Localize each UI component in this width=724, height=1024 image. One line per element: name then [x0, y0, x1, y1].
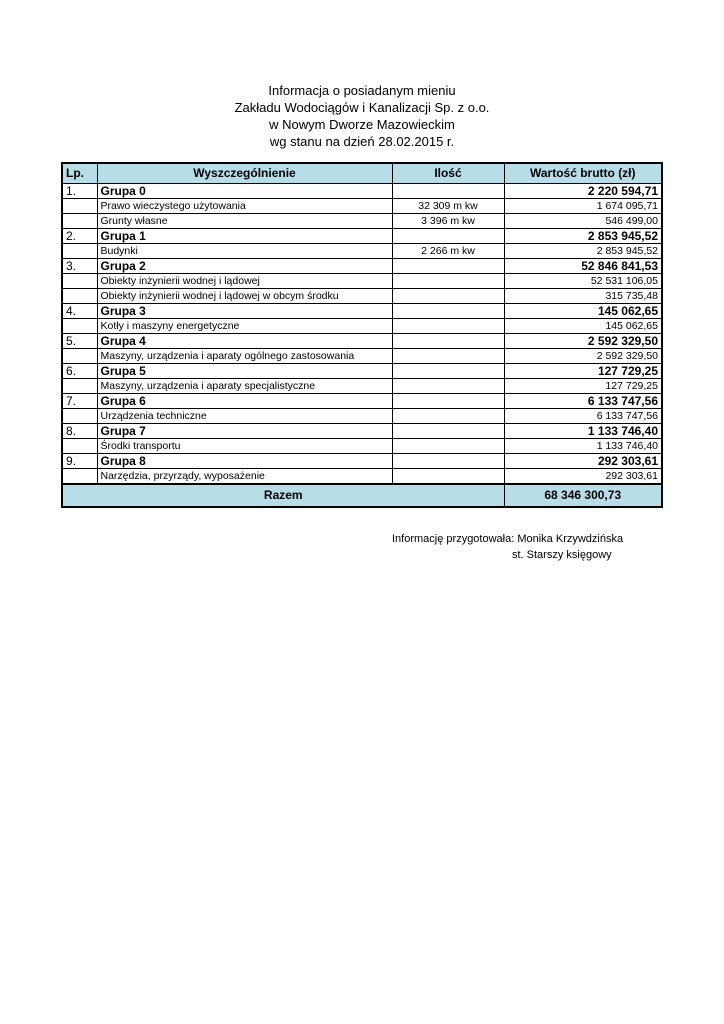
preparer-role: st. Starszy księgowy: [512, 549, 612, 561]
row-qty: 2 266 m kw: [392, 244, 504, 259]
row-qty: [392, 379, 504, 394]
row-value: 145 062,65: [504, 319, 662, 334]
row-value: 2 592 329,50: [504, 349, 662, 364]
row-name: Grupa 6: [97, 394, 392, 409]
row-qty: [392, 184, 504, 199]
row-value: 145 062,65: [504, 304, 662, 319]
row-lp: [62, 439, 97, 454]
row-name: Narzędzia, przyrządy, wyposażenie: [97, 469, 392, 485]
row-lp: 7.: [62, 394, 97, 409]
row-lp: [62, 319, 97, 334]
row-name: Grupa 5: [97, 364, 392, 379]
row-value: 315 735,48: [504, 289, 662, 304]
total-row: [62, 484, 662, 507]
table-row: [62, 319, 662, 334]
row-lp: [62, 379, 97, 394]
row-name: Budynki: [97, 244, 392, 259]
row-value: 6 133 747,56: [504, 394, 662, 409]
group-row: [62, 364, 662, 379]
row-value: 6 133 747,56: [504, 409, 662, 424]
prepared-by: Informację przygotowała: Monika Krzywdzińska: [392, 533, 624, 545]
group-row: [62, 334, 662, 349]
row-name: Maszyny, urządzenia i aparaty ogólnego zastosowania: [97, 349, 392, 364]
row-lp: 4.: [62, 304, 97, 319]
row-name: Kotły i maszyny energetyczne: [97, 319, 392, 334]
row-qty: [392, 454, 504, 469]
row-qty: [392, 469, 504, 485]
row-qty: [392, 424, 504, 439]
row-name: Prawo wieczystego użytowania: [97, 199, 392, 214]
row-lp: [62, 214, 97, 229]
row-value: 52 531 106,05: [504, 274, 662, 289]
row-name: Środki transportu: [97, 439, 392, 454]
row-name: Obiekty inżynierii wodnej i lądowej w obcym środku: [97, 289, 392, 304]
row-value: 1 133 746,40: [504, 439, 662, 454]
row-lp: [62, 469, 97, 485]
row-value: 127 729,25: [504, 364, 662, 379]
row-value: 292 303,61: [504, 469, 662, 485]
table-row: [62, 409, 662, 424]
table-row: [62, 469, 662, 485]
row-lp: 1.: [62, 184, 97, 199]
table-row: [62, 349, 662, 364]
row-name: Grupa 2: [97, 259, 392, 274]
row-lp: 8.: [62, 424, 97, 439]
row-qty: [392, 259, 504, 274]
row-qty: 32 309 m kw: [392, 199, 504, 214]
row-name: Grupa 1: [97, 229, 392, 244]
total-value: 68 346 300,73: [504, 484, 662, 507]
row-name: Grupa 4: [97, 334, 392, 349]
total-label: Razem: [62, 484, 504, 507]
title-line-4: wg stanu na dzień 28.02.2015 r.: [269, 134, 455, 149]
row-value: 2 592 329,50: [504, 334, 662, 349]
row-qty: [392, 349, 504, 364]
row-name: Obiekty inżynierii wodnej i lądowej: [97, 274, 392, 289]
row-qty: [392, 394, 504, 409]
row-lp: [62, 349, 97, 364]
row-lp: [62, 409, 97, 424]
header-value: Wartość brutto (zł): [504, 163, 662, 184]
row-lp: 5.: [62, 334, 97, 349]
row-name: Urządzenia techniczne: [97, 409, 392, 424]
row-value: 546 499,00: [504, 214, 662, 229]
document-title: [0, 82, 724, 150]
row-value: 127 729,25: [504, 379, 662, 394]
group-row: [62, 454, 662, 469]
row-name: Grupa 7: [97, 424, 392, 439]
table-row: [62, 199, 662, 214]
row-lp: [62, 289, 97, 304]
row-qty: [392, 319, 504, 334]
row-qty: [392, 409, 504, 424]
row-value: 2 853 945,52: [504, 229, 662, 244]
row-value: 1 674 095,71: [504, 199, 662, 214]
table-row: [62, 244, 662, 259]
title-line-1: Informacja o posiadanym mieniu: [268, 83, 456, 98]
group-row: [62, 229, 662, 244]
assets-table: [61, 162, 663, 508]
row-lp: [62, 199, 97, 214]
row-qty: [392, 364, 504, 379]
header-name: Wyszczególnienie: [97, 163, 392, 184]
row-value: 2 220 594,71: [504, 184, 662, 199]
table-row: [62, 379, 662, 394]
row-value: 292 303,61: [504, 454, 662, 469]
row-qty: [392, 289, 504, 304]
row-lp: 2.: [62, 229, 97, 244]
row-qty: 3 396 m kw: [392, 214, 504, 229]
row-value: 2 853 945,52: [504, 244, 662, 259]
header-qty: Ilość: [392, 163, 504, 184]
row-lp: 9.: [62, 454, 97, 469]
table-body: [62, 184, 662, 485]
table-header-row: [62, 163, 662, 184]
table-row: [62, 274, 662, 289]
row-value: 52 846 841,53: [504, 259, 662, 274]
table-row: [62, 289, 662, 304]
header-lp: Lp.: [62, 163, 97, 184]
row-name: Grupa 8: [97, 454, 392, 469]
row-name: Grupa 0: [97, 184, 392, 199]
group-row: [62, 259, 662, 274]
row-qty: [392, 229, 504, 244]
row-qty: [392, 274, 504, 289]
row-name: Maszyny, urządzenia i aparaty specjalistyczne: [97, 379, 392, 394]
row-qty: [392, 334, 504, 349]
group-row: [62, 424, 662, 439]
row-value: 1 133 746,40: [504, 424, 662, 439]
table-row: [62, 439, 662, 454]
row-lp: 3.: [62, 259, 97, 274]
row-qty: [392, 439, 504, 454]
row-name: Grupa 3: [97, 304, 392, 319]
group-row: [62, 184, 662, 199]
row-lp: [62, 274, 97, 289]
row-lp: 6.: [62, 364, 97, 379]
table-row: [62, 214, 662, 229]
group-row: [62, 304, 662, 319]
title-line-2: Zakładu Wodociągów i Kanalizacji Sp. z o.o.: [234, 100, 490, 115]
row-qty: [392, 304, 504, 319]
row-lp: [62, 244, 97, 259]
group-row: [62, 394, 662, 409]
row-name: Grunty własne: [97, 214, 392, 229]
title-line-3: w Nowym Dworze Mazowieckim: [269, 117, 455, 132]
